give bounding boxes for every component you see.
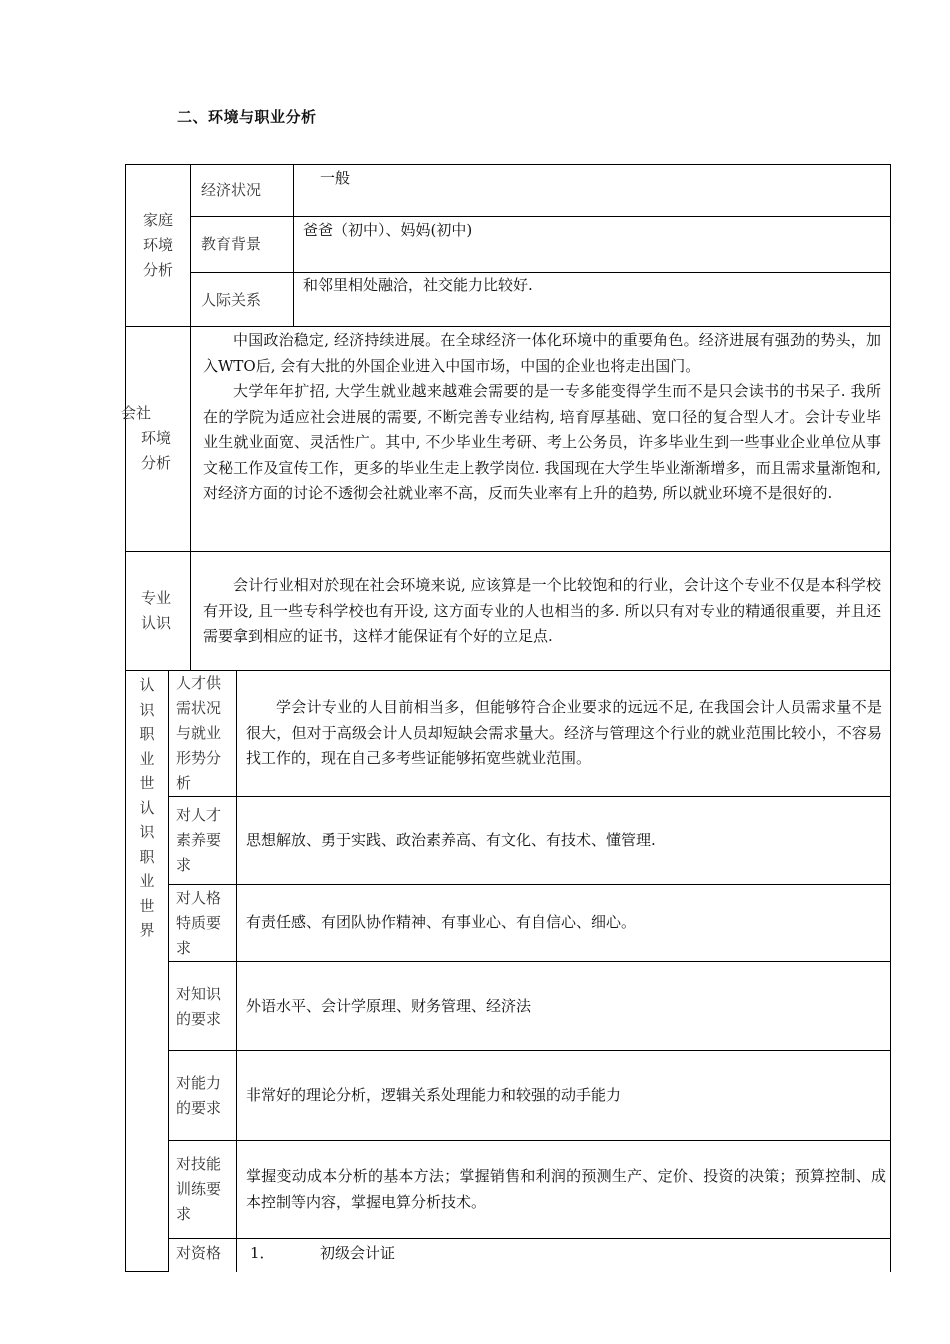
knowledge-label: 对知识 的要求 [176,985,222,1028]
qualification-number: 1． [250,1244,275,1262]
society-environment-label: 环境 分析 [140,429,171,472]
relations-label: 人际关系 [201,291,262,309]
family-environment-label: 家庭 环境 分析 [142,211,173,279]
qualification-text: 初级会计证 [320,1244,396,1262]
qualification-label: 对资格 [176,1244,222,1262]
relations-value: 和邻里相处融洽，社交能力比较好. [303,276,533,294]
career-world-label: 认 识 职 业 世 认 识 职 业 世 界 [139,676,155,939]
ability-label: 对能力 的要求 [176,1074,222,1117]
society-paragraph-1: 中国政治稳定, 经济持续进展。在全球经济一体化环境中的重要角色。经济进展有强劲的势头，加入WTO后, 会有大批的外国企业进入中国市场，中国的企业也将走出国门。 [203,331,881,375]
education-label: 教育背景 [201,235,262,253]
skill-training-text: 掌握变动成本分析的基本方法；掌握销售和利润的预测生产、定价、投资的决策；预算控制、成本控制等内容，掌握电算分析技术。 [246,1167,886,1211]
talent-supply-text: 学会计专业的人目前相当多，但能够符合企业要求的远远不足, 在我国会计人员需求量不是很大，但对于高级会计人员却短缺会需求量大。经济与管理这个行业的就业范围比较小，不容易找工作的，现在自己多考些证能够拓宽些就业范围。 [246,698,882,767]
skill-training-label: 对技能 训练要 求 [176,1155,222,1223]
section-title: 二、环境与职业分析 [177,108,317,126]
society-paragraph-2: 大学年年扩招, 大学生就业越来越难会需要的是一专多能变得学生而不是只会读书的书呆子. 我所在的学院为适应社会进展的需要, 不断完善专业结构, 培育厚基础、宽口径的复合型人才。会计专业毕业生就业面宽、灵活性广。其中, 不少毕业生考研、考上公务员，许多毕业生到一些事业企业单位从事文秘工作及宣传工作，更多的毕业生走上教学岗位. 我国现在大学生毕业渐渐增多，而且需求量渐饱和, 对经济方面的讨论不透彻会社就业率不高，反而失业率有上升的趋势, 所以就业环境不是很好的. [203,382,881,502]
education-value: 爸爸（初中）、妈妈(初中) [303,221,473,239]
ability-text: 非常好的理论分析，逻辑关系处理能力和较强的动手能力 [246,1086,622,1104]
major-awareness-text: 会计行业相对於现在社会环境来说, 应该算是一个比较饱和的行业，会计这个专业不仅是本科学校有开设, 且一些专科学校也有开设, 这方面专业的人也相当的多. 所以只有对专业的精通很重要，并且还需要拿到相应的证书，这样才能保证有个好的立足点. [203,576,881,645]
personality-label: 对人格 特质要 求 [176,889,222,957]
major-awareness-label: 专业 认识 [140,589,171,632]
talent-quality-label: 对人才 素养要 求 [176,806,222,874]
economy-label: 经济状况 [201,181,262,199]
knowledge-text: 外语水平、会计学原理、财务管理、经济法 [246,997,532,1015]
personality-text: 有责任感、有团队协作精神、有事业心、有自信心、细心。 [246,913,637,931]
society-analysis-text [203,328,881,507]
economy-value: 一般 [320,169,351,187]
society-label-line1: 会社 [120,404,151,422]
talent-supply-label: 人才供 需状况 与就业 形势分 析 [176,674,222,792]
talent-quality-text: 思想解放、勇于实践、政治素养高、有文化、有技术、懂管理. [246,831,656,849]
